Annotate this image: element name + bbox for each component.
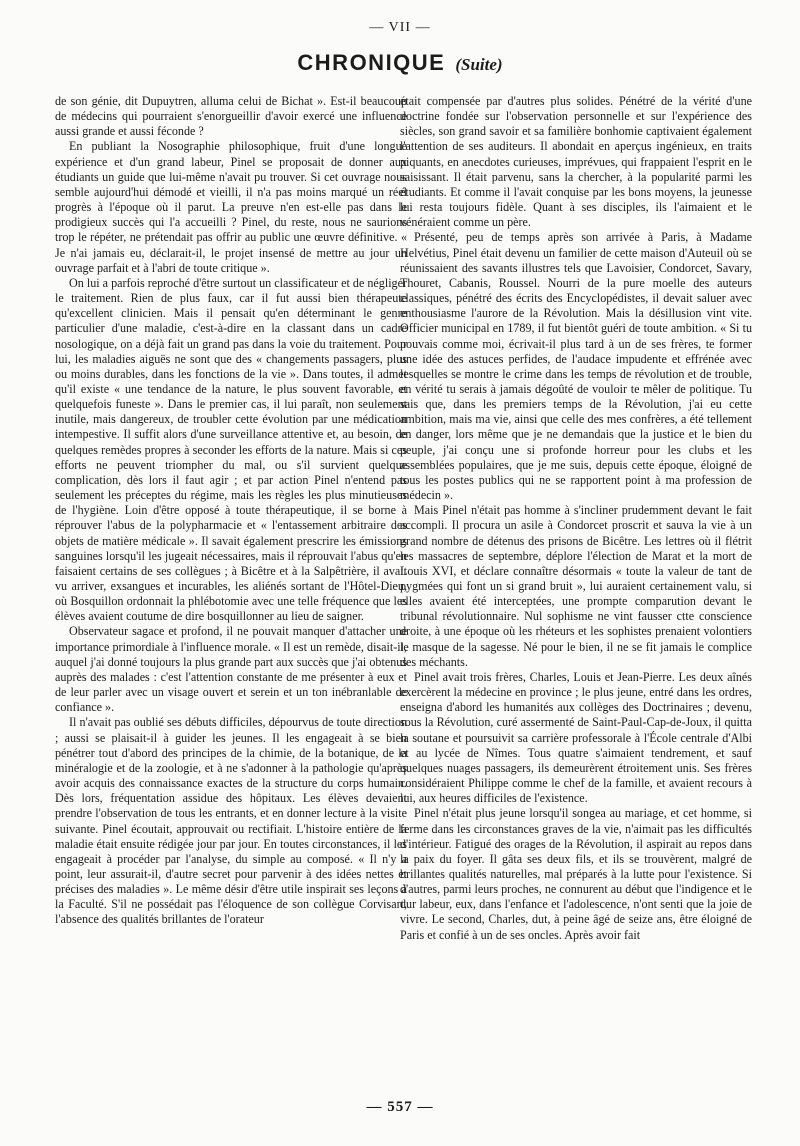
title-subtitle: (Suite): [455, 55, 503, 74]
paragraph: de son génie, dit Dupuytren, alluma celui de Bichat ». Est-il beaucoup de médecins qui pourraient s'enorgueillir d'avoir exercé une influence aussi grande et aussi féconde ?: [55, 94, 407, 139]
paragraph: Pinel n'était plus jeune lorsqu'il songea au mariage, et cet homme, si ferme dans les circonstances graves de la vie, n'aimait pas les difficultés d'intérieur. Fatigué des orages de la Révolution, il aspirait au repos dans la paix du foyer. Il gâta ses deux fils, et ils se trouvèrent, malgré de brillantes qualités naturelles, mal préparés à la lutte pour l'existence. Si d'autres, parmi leurs proches, ne connurent au début que l'indigence et le dur labeur, eux, dans l'enfance et l'adolescence, n'ont senti que la joie de vivre. Le second, Charles, dut, à peine âgé de seize ans, être éloigné de Paris et confié à un de ses oncles. Après avoir fait: [400, 806, 752, 942]
paragraph: On lui a parfois reproché d'être surtout un classificateur et de négliger le traitement. Rien de plus faux, car il fut aussi bien thérapeute qu'excellent clinicien. Mais il pensait qu'en déterminant le genre particulier d'une maladie, c'est-à-dire en la classant dans un cadre nosologique, on a déjà fait un grand pas dans la voie du traitement. Pour lui, les maladies aiguës ne sont que des « changements passagers, plus ou moins durables, dans les fonctions de la vie ». Dans toutes, il admet qu'il existe « une tendance de la nature, le plus souvent favorable, et quelquefois funeste ». Dans le premier cas, il lui paraît, non seulement inutile, mais dangereux, de troubler cette évolution par une médication intempestive. Il suffit alors d'une surveillance attentive et, au besoin, de quelques remèdes propres à seconder les efforts de la nature. Mais si ces efforts ne peuvent triompher du mal, ou s'il survient quelque complication, dès lors il faut agir ; et par action Pinel n'entend pas seulement les préceptes du régime, mais les règles les plus minutieuses de l'hygiène. Loin d'être opposé à toute thérapeutique, il se borne à réprouver l'abus de la polypharmacie et « l'entassement arbitraire des objets de matière médicale ». Il savait également prescrire les émissions sanguines lorsqu'il les jugeait nécessaires, mais il réprouvait l'abus qu'en faisaient certains de ses collègues ; à Bicêtre et à la Salpêtrière, il avait vu arriver, exsangues et incurables, les aliénés sortant de l'Hôtel-Dieu, où Bosquillon ordonnait la phlébotomie avec une telle fréquence que les élèves avaient coutume de dire bosquillonner au lieu de saigner.: [55, 275, 407, 624]
left-column: [55, 94, 407, 928]
right-column: [400, 94, 752, 943]
paragraph: était compensée par d'autres plus solides. Pénétré de la vérité d'une doctrine fondée sur l'observation personnelle et sur l'expérience des siècles, son grand savoir et sa familière bonhomie captivaient également l'attention de ses auditeurs. Il abondait en aperçus ingénieux, en traits piquants, en anecdotes curieuses, imprévues, qui frappaient l'esprit en le saisissant. Il était parvenu, sans la chercher, à la popularité parmi les étudiants. Et comme il l'avait conquise par les bons moyens, la jeunesse lui resta toujours fidèle. Quant à ses disciples, ils l'aimaient et le vénéraient comme un père.: [400, 94, 752, 230]
page-header: — VII —: [369, 20, 431, 35]
paragraph: Observateur sagace et profond, il ne pouvait manquer d'attacher une importance primordiale à l'influence morale. « Il est un remède, disait-il, auquel j'ai donné toujours la plus grande part aux succès que j'ai obtenus auprès des malades : c'est l'attention constante de me présenter à eux et de leur parler avec un visage ouvert et serein et un ton inébranlable de confiance ».: [55, 624, 407, 715]
paragraph: En publiant la Nosographie philosophique, fruit d'une longue expérience et d'un grand labeur, Pinel se proposait de donner aux étudiants un guide que lui-même n'avait pu trouver. Si cet ouvrage nous semble aujourd'hui démodé et vieilli, il n'a pas moins marqué un réel progrès à l'époque où il parut. La preuve n'en est-elle pas dans le prodigieux succès qui l'a accueilli ? Pinel, du reste, nous ne saurions trop le répéter, ne prétendait pas offrir au public une œuvre définitive. « Je n'ai jamais eu, déclarait-il, le projet insensé de mettre au jour un ouvrage parfait et à l'abri de toute critique ».: [55, 139, 407, 275]
paragraph: Mais Pinel n'était pas homme à s'incliner prudemment devant le fait accompli. Il procura un asile à Condorcet proscrit et sauva la vie à un grand nombre de détenus des prisons de Bicêtre. Les lettres où il flétrit les massacres de septembre, déplore l'élection de Marat et la mort de Louis XVI, et déclare connaître désormais « toute la valeur de tant de pygmées qui font un si grand bruit », lui auraient certainement valu, si elles avaient été interceptées, une prompte comparution devant le tribunal révolutionnaire. Nul sophisme ne vint fausser ctte conscience droite, à une époque où les rhéteurs et les sophistes prenaient volontiers le masque de la sagesse. Né pour le bien, il ne se fit jamais le complice des méchants.: [400, 503, 752, 669]
paragraph: Il n'avait pas oublié ses débuts difficiles, dépourvus de toute direction ; aussi se plaisait-il à guider les jeunes. Il les engageait à se bien pénétrer tout d'abord des principes de la chimie, de la botanique, de la minéralogie et de la zoologie, et à ne s'adonner à la pathologie qu'après avoir acquis des connaissance exactes de la structure du corps humain. Dès lors, fréquentation assidue des hôpitaux. Les élèves devaient prendre l'observation de tous les entrants, et en donner lecture à la visite suivante. Pinel écoutait, approuvait ou rectifiait. L'histoire entière de la maladie était ensuite rédigée jour par jour. En toutes circonstances, il les engageait à procéder par l'analyse, du simple au composé. « Il n'y a point, leur assurait-il, d'autre secret pour parvenir à des idées nettes et précises des maladies ». Le même désir d'être utile inspirait ses leçons à la Faculté. S'il ne possédait pas l'éloquence de son collègue Corvisart, l'absence des qualités brillantes de l'orateur: [55, 715, 407, 927]
paragraph: Présenté, peu de temps après son arrivée à Paris, à Madame Helvétius, Pinel était devenu un familier de cette maison d'Auteuil où se réunissaient des savants illustres tels que Lavoisier, Condorcet, Savary, Thouret, Cabanis, Roussel. Nourri de la pure moelle des auteurs classiques, pénétré des écrits des Encyclopédistes, il devait saluer avec enthousiasme l'aurore de la Révolution. Mais la désillusion vint vite. Officier municipal en 1789, il fut bientôt guéri de toute ambition. « Si tu pouvais comme moi, écrivait-il plus tard à un de ses frères, te former une idée des astuces perfides, de l'audace impudente et effrénée avec lesquelles se montre le crime dans les temps de révolution et de trouble, en vérité tu serais à jamais dégoûté de vouloir te mêler de politique. Tu sais que, dans les premiers temps de la Révolution, j'ai eu cette ambition, mais ma vie, ainsi que celle des mes confrères, a été tellement en danger, lors même que je ne demandais que la justice et le bien du peuple, j'ai conçu une si profonde horreur pour les clubs et les assemblées populaires, que je me suis, depuis cette époque, éloigné de tous les postes publics qui ne se rapportent point à ma profession de médecin ».: [400, 230, 752, 503]
page-number: — 557 —: [366, 1099, 434, 1115]
title-main: CHRONIQUE: [297, 50, 446, 75]
paragraph: Pinel avait trois frères, Charles, Louis et Jean-Pierre. Les deux aînés exercèrent la médecine en province ; le plus jeune, entré dans les ordres, enseigna d'abord les humanités aux collèges des Doctrinaires ; devenu, sous la Révolution, curé assermenté de Saint-Paul-Cap-de-Joux, il quitta la soutane et poursuivit sa carrière professorale à l'École centrale d'Albi et au lycée de Nîmes. Tous quatre s'aimaient tendrement, et sauf quelques nuages passagers, ils demeurèrent étroitement unis. Ses frères considéraient Philippe comme le chef de la famille, et avaient recours à lui, aux heures difficiles de l'existence.: [400, 669, 752, 806]
section-title: [0, 50, 800, 76]
